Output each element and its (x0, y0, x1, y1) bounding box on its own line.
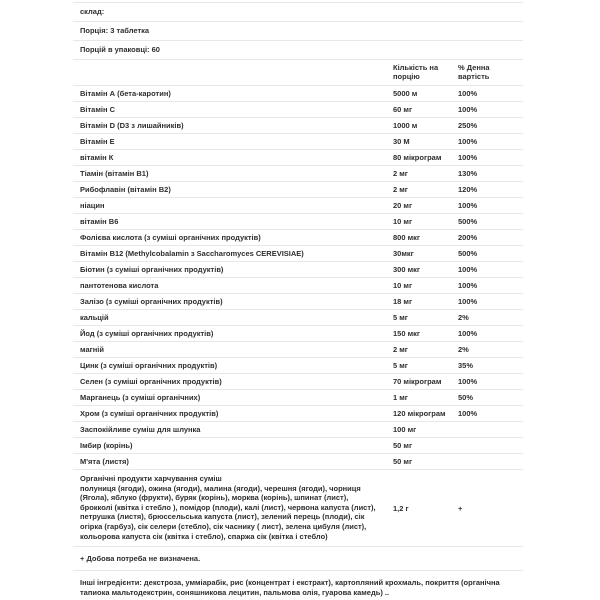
nutrient-daily-value: 100% (458, 134, 523, 150)
nutrient-name: Вітамін E (73, 134, 393, 150)
nutrient-daily-value: 2% (458, 342, 523, 358)
nutrient-amount: 10 мг (393, 214, 458, 230)
nutrient-daily-value: 100% (458, 294, 523, 310)
table-row (73, 214, 523, 230)
header-nutrient-column (73, 60, 393, 86)
nutrient-name: ніацин (73, 198, 393, 214)
nutrient-daily-value: 100% (458, 406, 523, 422)
table-row (73, 454, 523, 470)
table-row (73, 406, 523, 422)
table-row (73, 326, 523, 342)
blend-ingredient-list: полуниця (ягоди), ожина (ягоди), малина (ягоди), черешня (ягоди), чорниця (Ягола), яблуко (фрукти), буряк (корінь), морква (корінь), шпинат (лист), брокколі (квітка і стебло ), помідор (плоди), калі (лист), червона капуста (лист), петрушка (листя), брюссельська капуста (лист), зелений перець (плоди), сік огірка (гарбуз), сік селери (стебло), сік часнику ( лист), зелена цибуля (лист), кольорова капуста сік (квітка і стебло), спаржа сік (квітка і стебло) (80, 483, 376, 541)
nutrient-amount: 2 мг (393, 166, 458, 182)
table-row (73, 134, 523, 150)
table-row (73, 150, 523, 166)
nutrient-daily-value: 100% (458, 374, 523, 390)
organic-food-blend-row (73, 470, 523, 547)
table-row (73, 230, 523, 246)
nutrient-name: Вітамін А (бета-каротин) (73, 86, 393, 102)
table-row (73, 102, 523, 118)
nutrient-amount: 300 мкг (393, 262, 458, 278)
nutrient-daily-value: 100% (458, 198, 523, 214)
nutrient-name: Йод (з суміші органічних продуктів) (73, 326, 393, 342)
nutrient-daily-value (458, 422, 523, 438)
nutrient-amount: 5 мг (393, 358, 458, 374)
nutrient-name: кальцій (73, 310, 393, 326)
table-body (73, 86, 523, 470)
footnote-row (73, 547, 523, 571)
table-row (73, 198, 523, 214)
nutrient-amount: 2 мг (393, 342, 458, 358)
nutrient-amount: 800 мкг (393, 230, 458, 246)
nutrient-name: Вітамін C (73, 102, 393, 118)
nutrient-amount: 120 мікрограм (393, 406, 458, 422)
nutrient-name: вітамін B6 (73, 214, 393, 230)
blend-description (73, 470, 393, 547)
nutrient-name: Марганець (з суміші органічних) (73, 390, 393, 406)
table-row (73, 246, 523, 262)
nutrient-amount: 5000 м (393, 86, 458, 102)
nutrient-name: Біотин (з суміші органічних продуктів) (73, 262, 393, 278)
nutrient-amount: 50 мг (393, 454, 458, 470)
blend-daily-value: + (458, 470, 523, 547)
nutrient-daily-value: 250% (458, 118, 523, 134)
nutrient-amount: 150 мкг (393, 326, 458, 342)
table-row (73, 278, 523, 294)
nutrient-daily-value: 100% (458, 326, 523, 342)
nutrient-name: вітамін К (73, 150, 393, 166)
nutrient-name: Тіамін (вітамін B1) (73, 166, 393, 182)
nutrient-amount: 2 мг (393, 182, 458, 198)
nutrient-name: пантотенова кислота (73, 278, 393, 294)
nutrient-name: Селен (з суміші органічних продуктів) (73, 374, 393, 390)
table-row (73, 438, 523, 454)
nutrient-amount: 1 мг (393, 390, 458, 406)
table-row (73, 358, 523, 374)
daily-value-footnote: + Добова потреба не визначена. (73, 547, 523, 571)
table-row (73, 374, 523, 390)
table-row (73, 166, 523, 182)
nutrient-name: Вітамін B12 (Methylcobalamin з Saccharomyces CEREVISIAE) (73, 246, 393, 262)
table-row (73, 310, 523, 326)
table-row (73, 86, 523, 102)
supplement-facts-table (73, 60, 523, 571)
serving-size-label: Порція: 3 таблетка (80, 26, 150, 35)
nutrient-amount: 1000 м (393, 118, 458, 134)
table-row (73, 182, 523, 198)
nutrient-amount: 10 мг (393, 278, 458, 294)
nutrient-amount: 100 мг (393, 422, 458, 438)
servings-per-container-label: Порцій в упаковці: 60 (80, 45, 160, 54)
servings-per-container-row (73, 41, 523, 60)
table-row (73, 118, 523, 134)
nutrient-daily-value (458, 454, 523, 470)
nutrient-amount: 50 мг (393, 438, 458, 454)
other-ingredients-text: Інші інгредієнти: декстроза, умміарабік, рис (концентрат і екстракт), картопляний крохмаль, покриття (органічна тапиока мальтодекстрин, соняшникова лецитин, пальмова олія, гуарова камедь) .. (80, 578, 500, 598)
nutrient-daily-value: 130% (458, 166, 523, 182)
nutrient-daily-value: 50% (458, 390, 523, 406)
blend-section (73, 470, 523, 571)
nutrient-name: М'ята (листя) (73, 454, 393, 470)
nutrient-daily-value: 100% (458, 102, 523, 118)
nutrient-name: Цинк (з суміші органічних продуктів) (73, 358, 393, 374)
table-header-row (73, 60, 523, 86)
nutrient-name: Фолієва кислота (з суміші органічних продуктів) (73, 230, 393, 246)
nutrient-amount: 80 мікрограм (393, 150, 458, 166)
composition-label: склад: (80, 7, 105, 16)
header-amount-per-serving: Кількість на порцію (393, 60, 458, 86)
nutrient-amount: 20 мг (393, 198, 458, 214)
table-row (73, 422, 523, 438)
table-row (73, 294, 523, 310)
table-row (73, 390, 523, 406)
nutrient-name: Залізо (з суміші органічних продуктів) (73, 294, 393, 310)
nutrient-amount: 18 мг (393, 294, 458, 310)
nutrient-daily-value: 500% (458, 214, 523, 230)
nutrient-daily-value: 35% (458, 358, 523, 374)
nutrient-amount: 30мкг (393, 246, 458, 262)
table-row (73, 342, 523, 358)
nutrient-daily-value: 100% (458, 150, 523, 166)
nutrient-name: Рибофлавін (вітамін B2) (73, 182, 393, 198)
nutrient-name: Хром (з суміші органічних продуктів) (73, 406, 393, 422)
nutrient-daily-value: 100% (458, 86, 523, 102)
nutrient-amount: 60 мг (393, 102, 458, 118)
nutrient-daily-value (458, 438, 523, 454)
nutrient-amount: 70 мікрограм (393, 374, 458, 390)
composition-row (73, 3, 523, 22)
nutrient-daily-value: 100% (458, 278, 523, 294)
nutrient-name: Імбир (корінь) (73, 438, 393, 454)
blend-title: Органічні продукти харчування суміш (80, 474, 222, 483)
nutrient-daily-value: 120% (458, 182, 523, 198)
serving-size-row (73, 22, 523, 41)
nutrient-daily-value: 500% (458, 246, 523, 262)
table-row (73, 262, 523, 278)
nutrient-daily-value: 2% (458, 310, 523, 326)
nutrient-name: Вітамін D (D3 з лишайників) (73, 118, 393, 134)
nutrient-daily-value: 200% (458, 230, 523, 246)
nutrient-amount: 5 мг (393, 310, 458, 326)
supplement-facts-panel (73, 2, 523, 598)
blend-amount: 1,2 г (393, 470, 458, 547)
nutrient-daily-value: 100% (458, 262, 523, 278)
nutrient-name: магній (73, 342, 393, 358)
table-header (73, 60, 523, 86)
nutrient-amount: 30 М (393, 134, 458, 150)
nutrient-name: Заспокійливе суміш для шлунка (73, 422, 393, 438)
header-daily-value: % Денна вартість (458, 60, 523, 86)
